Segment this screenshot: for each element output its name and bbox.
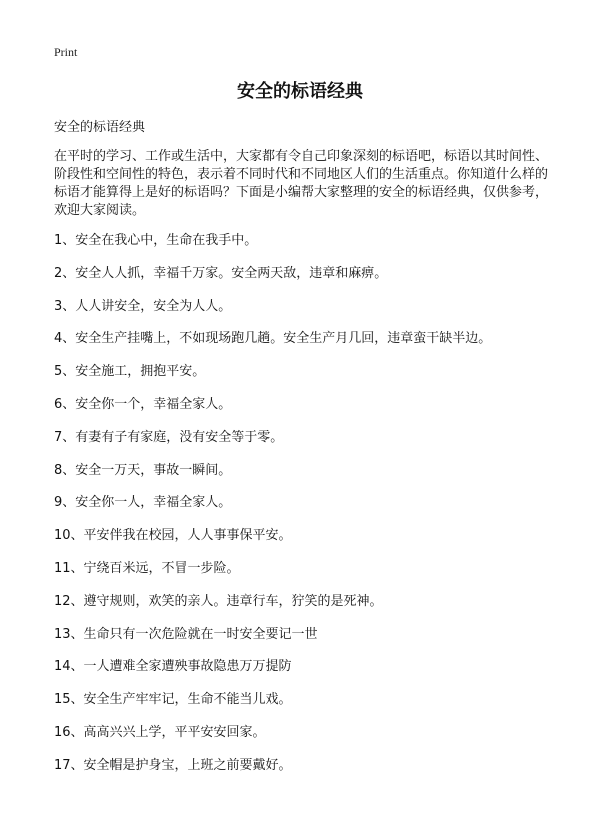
slogan-item: 4、安全生产挂嘴上，不如现场跑几趟。安全生产月几回，违章蛮干缺半边。: [54, 331, 492, 347]
slogan-item: 3、人人讲安全，安全为人人。: [54, 298, 232, 314]
article-subtitle: 安全的标语经典: [54, 120, 146, 135]
slogan-item: 6、安全你一个，幸福全家人。: [54, 396, 232, 412]
article-intro: 在平时的学习、工作或生活中，大家都有令自己印象深刻的标语吧，标语以其时间性、阶段性和空间性的特色，表示着不同时代和不同地区人们的生活重点。你知道什么样的标语才能算得上是好的标语吗？下面是小编帮大家整理的安全的标语经典，仅供参考，欢迎大家阅读。: [54, 149, 549, 218]
article-title: 安全的标语经典: [237, 81, 363, 102]
slogan-item: 1、安全在我心中，生命在我手中。: [54, 233, 258, 248]
slogan-item: 9、安全你一人，幸福全家人。: [54, 495, 232, 511]
slogan-list: [54, 232, 554, 790]
slogan-item: 12、遵守规则，欢笑的亲人。违章行车，狞笑的是死神。: [54, 593, 383, 609]
slogan-item: 10、平安伴我在校园，人人事事保平安。: [54, 528, 292, 544]
slogan-item: 17、安全帽是护身宝，上班之前要戴好。: [54, 757, 292, 773]
slogan-item: 8、安全一万天，事故一瞬间。: [54, 462, 232, 478]
slogan-item: 11、宁绕百米远，不冒一步险。: [54, 560, 240, 576]
slogan-item: 5、安全施工，拥抱平安。: [54, 364, 206, 380]
slogan-item: 16、高高兴兴上学，平平安安回家。: [54, 724, 266, 740]
slogan-item: 13、生命只有一次危险就在一时安全要记一世: [54, 626, 318, 642]
print-link[interactable]: Print: [54, 45, 78, 59]
slogan-item: 2、安全人人抓，幸福千万家。安全两天敌，违章和麻痹。: [54, 265, 388, 281]
slogan-item: 15、安全生产牢牢记，生命不能当儿戏。: [54, 692, 292, 708]
slogan-item: 7、有妻有子有家庭，没有安全等于零。: [54, 429, 284, 445]
slogan-item: 14、一人遭难全家遭殃事故隐患万万提防: [54, 659, 292, 675]
